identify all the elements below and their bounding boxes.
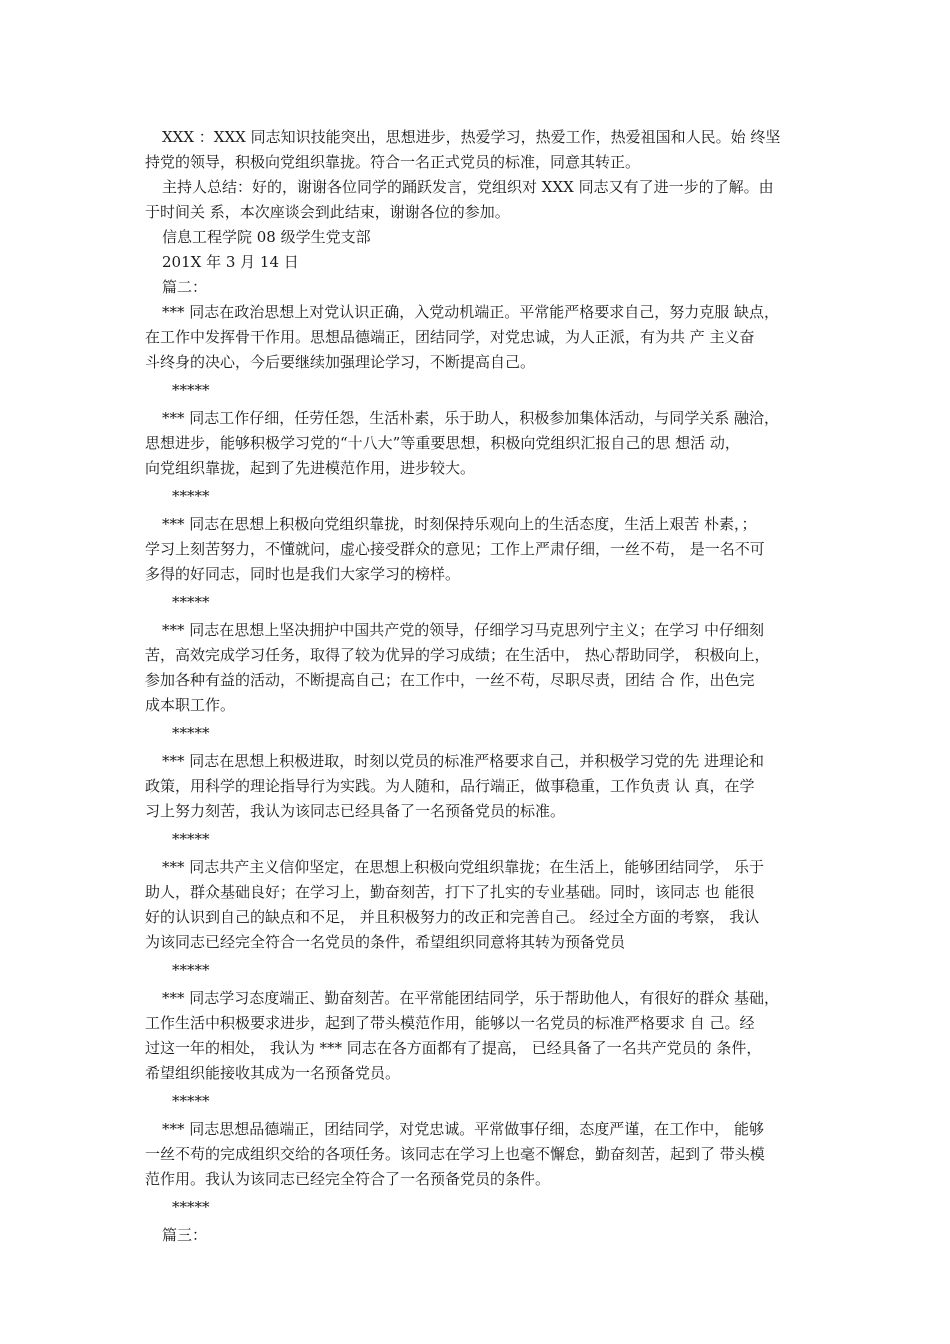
entry-6 <box>145 855 815 955</box>
section-heading-3: 篇三： <box>162 1226 208 1244</box>
text-line: 成本职工作。 <box>145 696 236 714</box>
section-heading-2: 篇二： <box>162 278 208 296</box>
text-line: 参加各种有益的活动，不断提高自己；在工作中，一丝不苟，尽职尽责，团结 合 作，出色完 <box>145 671 755 689</box>
text-line: 持党的领导，积极向党组织靠拢。符合一名正式党员的标准，同意其转正。 <box>145 153 641 171</box>
separator: ***** <box>172 724 210 742</box>
separator: ***** <box>172 593 210 611</box>
text-line: XXX ：XXX 同志知识技能突出，思想进步，热爱学习，热爱工作，热爱祖国和人民。始 终坚 <box>162 128 781 146</box>
separator: ***** <box>172 830 210 848</box>
organization-name: 信息工程学院 08 级学生党支部 <box>162 228 371 246</box>
entry-1 <box>145 300 815 375</box>
entry-5 <box>145 749 815 824</box>
separator: ***** <box>172 487 210 505</box>
text-line: 向党组织靠拢，起到了先进模范作用，进步较大。 <box>145 459 476 477</box>
text-line: 政策，用科学的理论指导行为实践。为人随和，品行端正，做事稳重，工作负责 认 真，在学 <box>145 777 755 795</box>
text-line: *** 同志思想品德端正，团结同学，对党忠诚。平常做事仔细，态度严谨，在工作中， 能够 <box>162 1120 765 1138</box>
text-line: 过这一年的相处， 我认为 *** 同志在各方面都有了提高， 已经具备了一名共产党员的 条件， <box>145 1039 762 1057</box>
separator: ***** <box>172 961 210 979</box>
document-date: 201X 年 3 月 14 日 <box>162 253 299 271</box>
text-line: *** 同志学习态度端正、勤奋刻苦。在平常能团结同学，乐于帮助他人，有很好的群众 基础， <box>162 989 780 1007</box>
separator: ***** <box>172 381 210 399</box>
text-line: 工作生活中积极要求进步，起到了带头模范作用，能够以一名党员的标准严格要求 自 己。经 <box>145 1014 755 1032</box>
entry-3 <box>145 512 815 587</box>
text-line: 习上努力刻苦，我认为该同志已经具备了一名预备党员的标准。 <box>145 802 566 820</box>
entry-4 <box>145 618 815 718</box>
text-line: 学习上刻苦努力，不懂就问，虚心接受群众的意见；工作上严肃仔细，一丝不苟， 是一名不可 <box>145 540 765 558</box>
separator: ***** <box>172 1092 210 1110</box>
paragraph-host-summary <box>145 175 815 225</box>
document-body <box>145 125 815 1248</box>
text-line: *** 同志在思想上积极向党组织靠拢，时刻保持乐观向上的生活态度，生活上艰苦 朴素，； <box>162 515 757 533</box>
text-line: 好的认识到自己的缺点和不足， 并且积极努力的改正和完善自己。 经过全方面的考察， 我认 <box>145 908 760 926</box>
text-line: 主持人总结：好的，谢谢各位同学的踊跃发言，党组织对 XXX 同志又有了进一步的了解。由 <box>162 178 774 196</box>
text-line: 范作用。我认为该同志已经完全符合了一名预备党员的条件。 <box>145 1170 551 1188</box>
text-line: *** 同志在思想上坚决拥护中国共产党的领导，仔细学习马克思列宁主义；在学习 中仔细刻 <box>162 621 765 639</box>
text-line: 希望组织能接收其成为一名预备党员。 <box>145 1064 401 1082</box>
text-line: 斗终身的决心，今后要继续加强理论学习，不断提高自己。 <box>145 353 536 371</box>
entry-2 <box>145 406 815 481</box>
entry-8 <box>145 1117 815 1192</box>
text-line: 在工作中发挥骨干作用。思想品德端正，团结同学，对党忠诚，为人正派，有为共 产 主义奋 <box>145 328 755 346</box>
text-line: 于时间关 系，本次座谈会到此结束，谢谢各位的参加。 <box>145 203 510 221</box>
text-line: *** 同志在政治思想上对党认识正确，入党动机端正。平常能严格要求自己，努力克服 缺点， <box>162 303 780 321</box>
separator: ***** <box>172 1198 210 1216</box>
paragraph-xxx-review <box>145 125 815 175</box>
text-line: 一丝不苟的完成组织交给的各项任务。该同志在学习上也毫不懈怠，勤奋刻苦，起到了 带头模 <box>145 1145 765 1163</box>
text-line: *** 同志在思想上积极进取，时刻以党员的标准严格要求自己，并积极学习党的先 进理论和 <box>162 752 765 770</box>
entry-7 <box>145 986 815 1086</box>
text-line: *** 同志共产主义信仰坚定，在思想上积极向党组织靠拢；在生活上，能够团结同学， 乐于 <box>162 858 765 876</box>
text-line: 多得的好同志，同时也是我们大家学习的榜样。 <box>145 565 461 583</box>
text-line: 为该同志已经完全符合一名党员的条件，希望组织同意将其转为预备党员 <box>145 933 626 951</box>
text-line: 苦，高效完成学习任务，取得了较为优异的学习成绩；在生活中， 热心帮助同学， 积极向上， <box>145 646 770 664</box>
text-line: *** 同志工作仔细，任劳任怨，生活朴素，乐于助人，积极参加集体活动，与同学关系 融洽， <box>162 409 780 427</box>
text-line: 思想进步，能够积极学习党的“十八大”等重要思想，积极向党组织汇报自己的思 想活 动， <box>145 434 740 452</box>
text-line: 助人，群众基础良好；在学习上，勤奋刻苦，打下了扎实的专业基础。同时，该同志 也 能很 <box>145 883 755 901</box>
